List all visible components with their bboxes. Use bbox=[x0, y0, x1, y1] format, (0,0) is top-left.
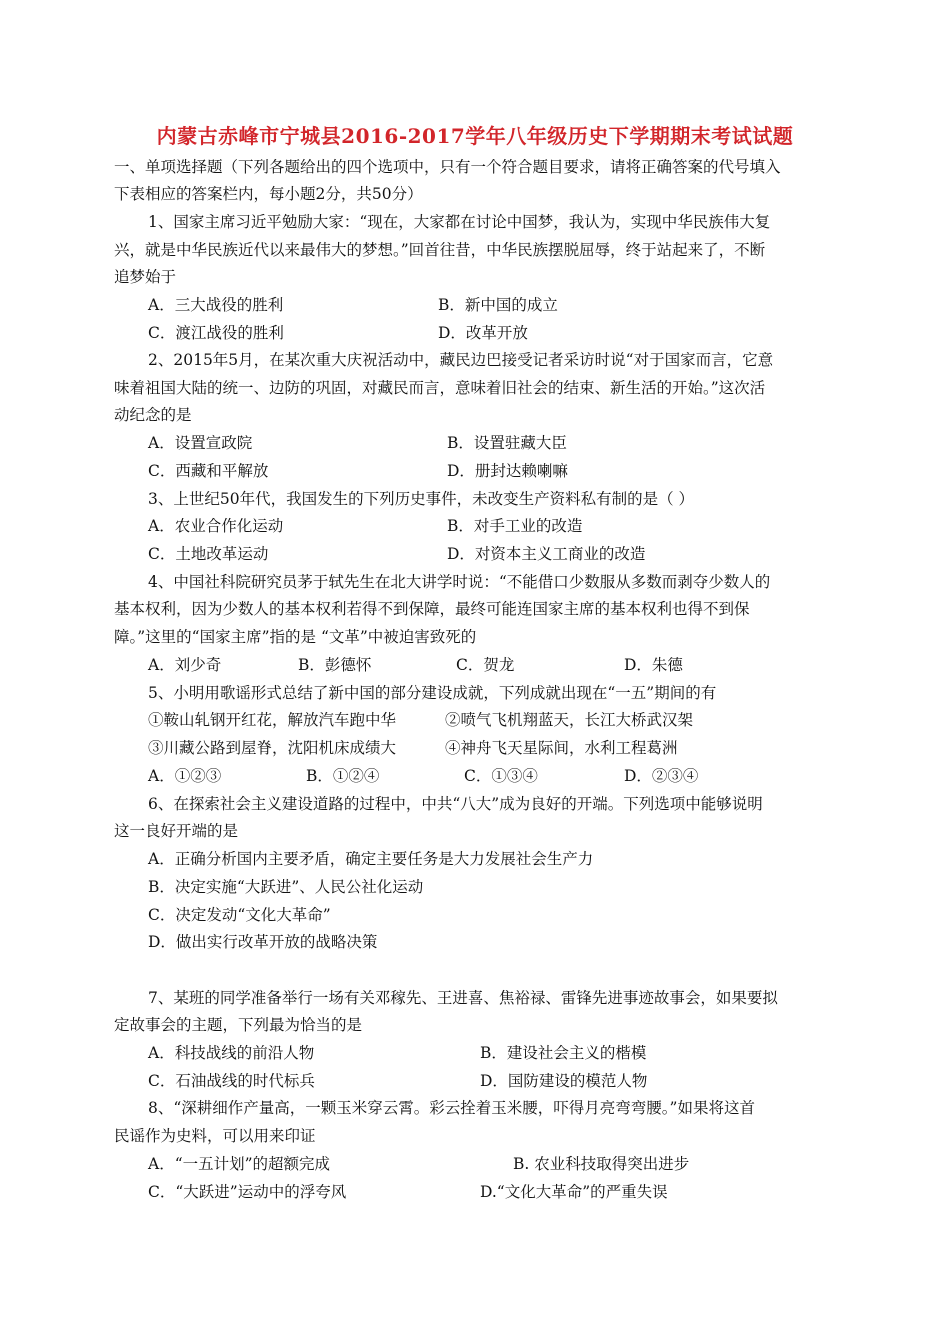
q8-option-a: A．“一五计划”的超额完成 bbox=[148, 1155, 331, 1173]
q5-item-1: ①鞍山轧钢开红花，解放汽车跑中华 bbox=[148, 711, 397, 729]
q4-option-a: A．刘少奇 bbox=[148, 656, 222, 674]
q7-option-d: D．国防建设的模范人物 bbox=[480, 1072, 648, 1090]
q3-option-b: B．对手工业的改造 bbox=[447, 517, 583, 535]
q2-option-b: B．设置驻藏大臣 bbox=[447, 434, 567, 452]
section-instructions-line2: 下表相应的答案栏内，每小题2分，共50分） bbox=[114, 185, 423, 203]
q5-item-3: ③川藏公路到屋脊，沈阳机床成绩大 bbox=[148, 739, 397, 757]
q6-stem-line1: 6、在探索社会主义建设道路的过程中，中共“八大”成为良好的开端。下列选项中能够说明 bbox=[148, 795, 763, 813]
q4-stem-line1: 4、中国社科院研究员茅于轼先生在北大讲学时说：“不能借口少数服从多数而剥夺少数人的 bbox=[148, 573, 771, 591]
q7-option-b: B．建设社会主义的楷模 bbox=[480, 1044, 647, 1062]
q8-option-c: C．“大跃进”运动中的浮夸风 bbox=[148, 1183, 347, 1201]
q8-stem-line1: 8、“深耕细作产量高，一颗玉米穿云霄。彩云拴着玉米腰，吓得月亮弯弯腰。”如果将这首 bbox=[148, 1099, 755, 1117]
q5-stem-line1: 5、小明用歌谣形式总结了新中国的部分建设成就，下列成就出现在“一五”期间的有 bbox=[148, 684, 717, 702]
q6-stem-line2: 这一良好开端的是 bbox=[114, 822, 239, 840]
q5-option-d: D．②③④ bbox=[624, 767, 699, 785]
q8-option-b: B. 农业科技取得突出进步 bbox=[513, 1155, 690, 1173]
q2-stem-line2: 味着祖国大陆的统一、边防的巩固，对藏民而言，意味着旧社会的结束、新生活的开始。”这次活 bbox=[114, 379, 766, 397]
q2-option-a: A．设置宣政院 bbox=[148, 434, 253, 452]
q4-option-b: B．彭德怀 bbox=[298, 656, 372, 674]
exam-title: 内蒙古赤峰市宁城县2016-2017学年八年级历史下学期期末考试试题 bbox=[156, 124, 794, 148]
q8-option-d: D.“文化大革命”的严重失误 bbox=[480, 1183, 668, 1201]
q5-option-b: B．①②④ bbox=[306, 767, 380, 785]
q1-stem-line3: 追梦始于 bbox=[114, 268, 177, 286]
q6-option-a: A．正确分析国内主要矛盾，确定主要任务是大力发展社会生产力 bbox=[148, 850, 594, 868]
q5-item-2: ②喷气飞机翔蓝天，长江大桥武汉架 bbox=[445, 711, 694, 729]
q3-option-d: D．对资本主义工商业的改造 bbox=[447, 545, 646, 563]
q6-option-b: B．决定实施“大跃进”、人民公社化运动 bbox=[148, 878, 424, 896]
q7-option-c: C．石油战线的时代标兵 bbox=[148, 1072, 315, 1090]
section-instructions-line1: 一、单项选择题（下列各题给出的四个选项中，只有一个符合题目要求，请将正确答案的代号填入 bbox=[114, 158, 781, 176]
q3-stem-line1: 3、上世纪50年代，我国发生的下列历史事件，未改变生产资料私有制的是（ ） bbox=[148, 490, 695, 508]
q8-stem-line2: 民谣作为史料，可以用来印证 bbox=[114, 1127, 316, 1145]
q7-option-a: A．科技战线的前沿人物 bbox=[148, 1044, 315, 1062]
q5-option-a: A．①②③ bbox=[148, 767, 222, 785]
q2-stem-line1: 2、2015年5月，在某次重大庆祝活动中，藏民边巴接受记者采访时说“对于国家而言，它意 bbox=[148, 351, 774, 369]
q7-stem-line2: 定故事会的主题，下列最为恰当的是 bbox=[114, 1016, 363, 1034]
q1-option-d: D．改革开放 bbox=[438, 324, 528, 342]
q2-option-c: C．西藏和平解放 bbox=[148, 462, 269, 480]
q1-option-b: B．新中国的成立 bbox=[438, 296, 558, 314]
q3-option-a: A．农业合作化运动 bbox=[148, 517, 284, 535]
q1-stem-line1: 1、国家主席习近平勉励大家：“现在，大家都在讨论中国梦，我认为，实现中华民族伟大复 bbox=[148, 213, 771, 231]
q5-option-c: C．①③④ bbox=[464, 767, 538, 785]
q3-option-c: C．土地改革运动 bbox=[148, 545, 269, 563]
q2-option-d: D．册封达赖喇嘛 bbox=[447, 462, 568, 480]
q4-option-c: C．贺龙 bbox=[456, 656, 515, 674]
q1-option-c: C．渡江战役的胜利 bbox=[148, 324, 284, 342]
q5-item-4: ④神舟飞天星际间，水利工程葛洲 bbox=[445, 739, 678, 757]
q1-stem-line2: 兴，就是中华民族近代以来最伟大的梦想。”回首往昔，中华民族摆脱屈辱，终于站起来了，不断 bbox=[114, 241, 766, 259]
q1-option-a: A．三大战役的胜利 bbox=[148, 296, 284, 314]
q6-option-d: D．做出实行改革开放的战略决策 bbox=[148, 933, 378, 951]
q6-option-c: C．决定发动“文化大革命” bbox=[148, 906, 331, 924]
q4-option-d: D．朱德 bbox=[624, 656, 683, 674]
q4-stem-line2: 基本权利，因为少数人的基本权利若得不到保障，最终可能连国家主席的基本权利也得不到保 bbox=[114, 600, 750, 618]
q7-stem-line1: 7、某班的同学准备举行一场有关邓稼先、王进喜、焦裕禄、雷锋先进事迹故事会，如果要拟 bbox=[148, 989, 778, 1007]
q4-stem-line3: 障。”这里的“国家主席”指的是 “文革”中被迫害致死的 bbox=[114, 628, 477, 646]
q2-stem-line3: 动纪念的是 bbox=[114, 406, 192, 424]
